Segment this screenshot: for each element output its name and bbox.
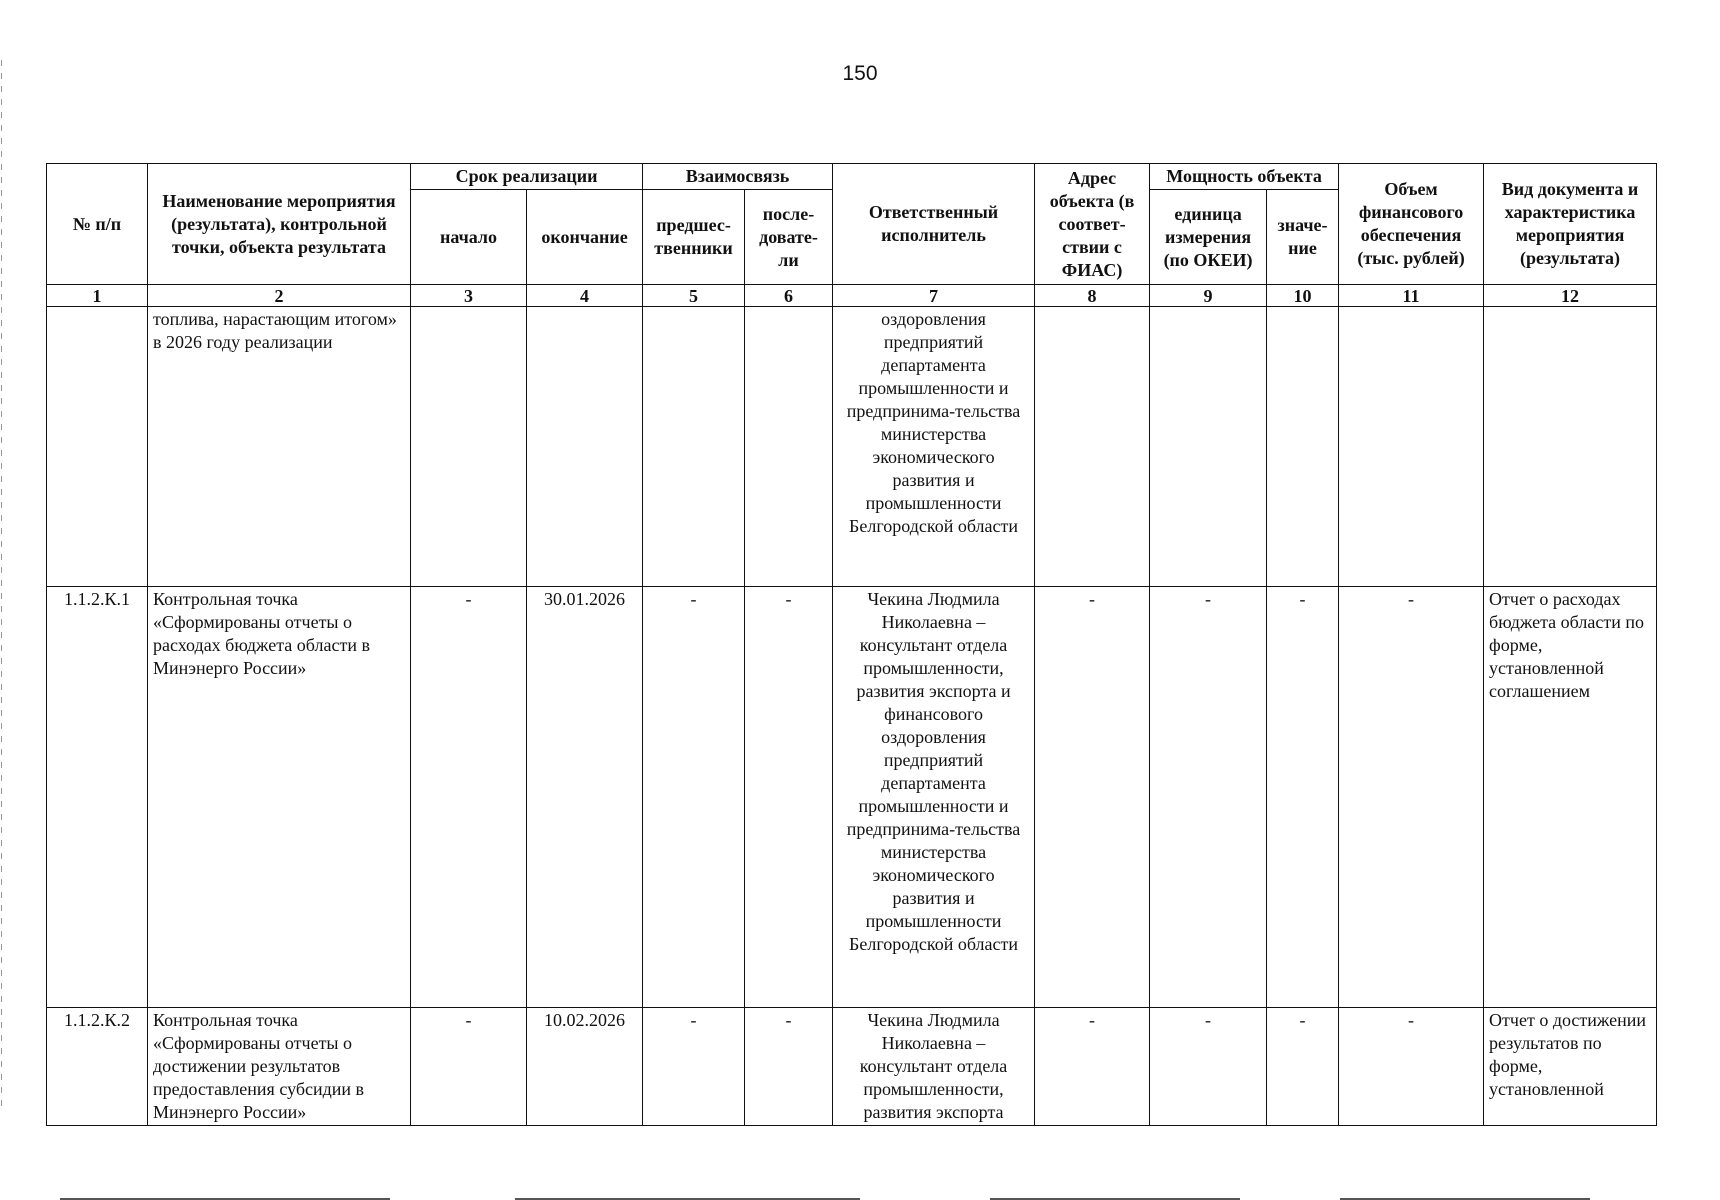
row-name: топлива, нарастающим итогом» в 2026 году реализации: [148, 307, 411, 587]
row-end: 10.02.2026: [527, 1008, 643, 1126]
row-successors: -: [745, 1008, 833, 1126]
row-predecessors: [643, 307, 745, 587]
column-number: 10: [1267, 285, 1339, 307]
header-group-vzaimosvyaz: Взаимосвязь: [643, 164, 833, 190]
row-start: -: [411, 587, 527, 1008]
column-number: 9: [1150, 285, 1267, 307]
row-name: Контрольная точка «Сформированы отчеты о расходах бюджета области в Минэнерго России»: [148, 587, 411, 1008]
row-start: [411, 307, 527, 587]
table-row: [47, 587, 1657, 1008]
row-value: -: [1267, 1008, 1339, 1126]
row-address: -: [1035, 1008, 1150, 1126]
header-responsible: Ответственный исполнитель: [833, 164, 1035, 285]
header-start: начало: [411, 190, 527, 285]
row-end: 30.01.2026: [527, 587, 643, 1008]
plan-table: [46, 163, 1657, 1126]
column-number: 1: [47, 285, 148, 307]
row-address: [1035, 307, 1150, 587]
header-finance: Объем финансового обеспечения (тыс. рублей): [1339, 164, 1484, 285]
row-end: [527, 307, 643, 587]
header-end: окончание: [527, 190, 643, 285]
row-document: Отчет о расходах бюджета области по форме, установленной соглашением: [1484, 587, 1657, 1008]
column-number: 3: [411, 285, 527, 307]
row-finance: -: [1339, 587, 1484, 1008]
row-start: -: [411, 1008, 527, 1126]
row-document: [1484, 307, 1657, 587]
scan-edge: [1, 60, 2, 1110]
header-predecessors: предшес-твенники: [643, 190, 745, 285]
header-name: Наименование мероприятия (результата), контрольной точки, объекта результата: [148, 164, 411, 285]
column-numbers-row: [47, 285, 1657, 307]
row-unit: [1150, 307, 1267, 587]
header-group-srok: Срок реализации: [411, 164, 643, 190]
column-number: 4: [527, 285, 643, 307]
header-address: Адрес объекта (в соответ-ствии с ФИАС): [1035, 164, 1150, 285]
row-unit: -: [1150, 587, 1267, 1008]
row-finance: -: [1339, 1008, 1484, 1126]
row-finance: [1339, 307, 1484, 587]
header-value: значе-ние: [1267, 190, 1339, 285]
column-number: 12: [1484, 285, 1657, 307]
header-unit: единица измерения (по ОКЕИ): [1150, 190, 1267, 285]
row-unit: -: [1150, 1008, 1267, 1126]
page-number: 150: [842, 62, 878, 85]
table-row: [47, 1008, 1657, 1126]
table-row: [47, 307, 1657, 587]
header-group-moshchnost: Мощность объекта: [1150, 164, 1339, 190]
row-name: Контрольная точка «Сформированы отчеты о достижении результатов предоставления субсидии в Минэнерго России»: [148, 1008, 411, 1126]
row-document: Отчет о достижении результатов по форме, установленной: [1484, 1008, 1657, 1126]
header-number: № п/п: [47, 164, 148, 285]
header-document: Вид документа и характеристика мероприятия (результата): [1484, 164, 1657, 285]
row-successors: -: [745, 587, 833, 1008]
row-value: [1267, 307, 1339, 587]
row-successors: [745, 307, 833, 587]
row-responsible: оздоровления предприятий департамента промышленности и предпринима-тельства министерства экономического развития и промышленности Белгородской области: [833, 307, 1035, 587]
row-address: -: [1035, 587, 1150, 1008]
column-number: 5: [643, 285, 745, 307]
row-predecessors: -: [643, 1008, 745, 1126]
header-successors: после-довате-ли: [745, 190, 833, 285]
row-number: [47, 307, 148, 587]
column-number: 7: [833, 285, 1035, 307]
row-value: -: [1267, 587, 1339, 1008]
column-number: 6: [745, 285, 833, 307]
row-number: 1.1.2.К.1: [47, 587, 148, 1008]
row-number: 1.1.2.К.2: [47, 1008, 148, 1126]
column-number: 8: [1035, 285, 1150, 307]
row-predecessors: -: [643, 587, 745, 1008]
row-responsible: Чекина Людмила Николаевна – консультант отдела промышленности, развития экспорта: [833, 1008, 1035, 1126]
column-number: 2: [148, 285, 411, 307]
row-responsible: Чекина Людмила Николаевна – консультант отдела промышленности, развития экспорта и финансового оздоровления предприятий департамента промышленности и предпринима-тельства министерства экономического развития и промышленности Белгородской области: [833, 587, 1035, 1008]
column-number: 11: [1339, 285, 1484, 307]
